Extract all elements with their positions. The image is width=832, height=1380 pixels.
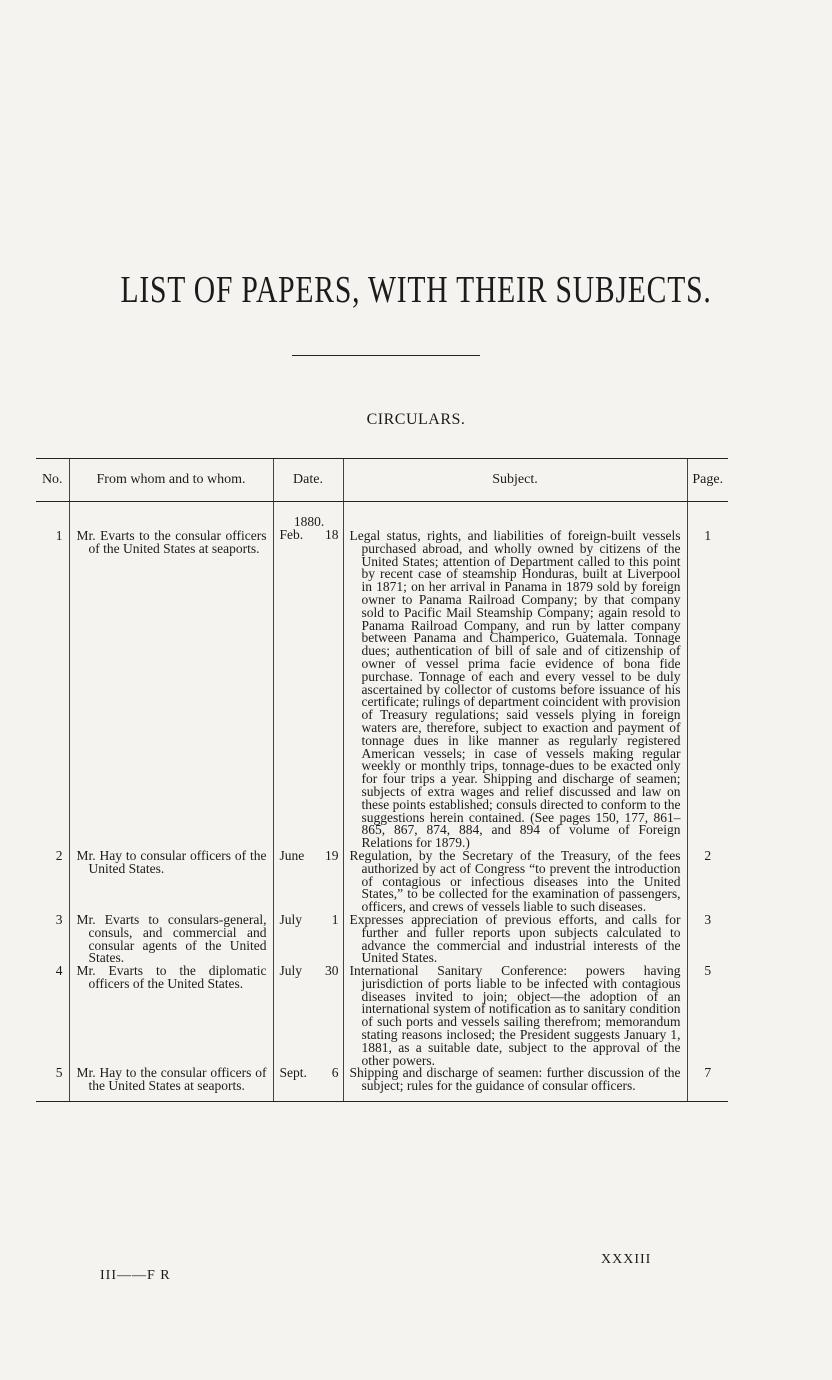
row-day: 6: [331, 1065, 339, 1081]
header-row: [36, 459, 728, 502]
table-row: [36, 516, 728, 850]
page-title: LIST OF PAPERS, WITH THEIR SUBJECTS.: [120, 269, 712, 311]
row-number: 2: [55, 847, 63, 863]
row-day: 30: [325, 963, 339, 979]
row-page: 3: [687, 914, 728, 965]
table-row: [36, 965, 728, 1067]
row-number: 4: [55, 963, 63, 979]
row-subject: International Sanitary Conference: powers having jurisdiction of ports liable to be infected with contagious diseases invited to join; object—the adoption of an international system of notification as to sanitary condition of such ports and vessels sailing therefrom; memorandum stating reasons inclosed; the President suggests January 1, 1881, as a suitable date, subject to the approval of the other powers.: [343, 965, 687, 1067]
row-month: June: [279, 847, 305, 863]
table-row: [36, 850, 728, 914]
table-row: [36, 914, 728, 965]
row-date: [273, 1067, 343, 1101]
row-from: Mr. Evarts to the consular officers of the United States at seaports.: [69, 516, 273, 850]
col-header-subject: Subject.: [343, 459, 687, 502]
title-rule: [292, 355, 480, 356]
col-header-no: No.: [36, 459, 69, 502]
col-header-page: Page.: [687, 459, 728, 502]
row-subject: Regulation, by the Secretary of the Treasury, of the fees authorized by act of Congress “to prevent the introduction of contagious or infectious diseases into the United States,” to be collected for the examination of passengers, officers, and crews of vessels liable to such diseases.: [343, 850, 687, 914]
row-date: [273, 516, 343, 850]
row-day: 19: [325, 847, 339, 863]
row-from: Mr. Hay to consular officers of the United States.: [69, 850, 273, 914]
row-month: Feb.: [279, 526, 304, 542]
row-number: 5: [36, 1067, 69, 1101]
row-page: 1: [687, 516, 728, 850]
row-date: [273, 911, 343, 965]
row-month: July: [279, 911, 303, 927]
row-date: [273, 847, 343, 914]
row-page: 5: [687, 965, 728, 1067]
col-header-date: Date.: [273, 459, 343, 502]
row-from: Mr. Evarts to the diplomatic officers of the United States.: [69, 965, 273, 1067]
row-subject: Expresses appreciation of previous efforts, and calls for further and fuller reports upon subjects calculated to advance the commercial and industrial interests of the United States.: [343, 914, 687, 965]
row-number: 3: [55, 911, 63, 927]
row-date: [273, 965, 343, 1067]
col-header-from: From whom and to whom.: [69, 459, 273, 502]
row-page: 2: [687, 850, 728, 914]
row-subject: Shipping and discharge of seamen: further discussion of the subject; rules for the guidance of consular officers.: [343, 1067, 687, 1101]
table-row: [36, 1067, 728, 1101]
row-day: 18: [325, 526, 339, 542]
row-month: July: [279, 963, 303, 979]
row-subject: Legal status, rights, and liabilities of foreign-built vessels purchased abroad, and wholly owned by citizens of the United States; attention of Department called to this point by recent case of steamship Honduras, built at Liverpool in 1871; on her arrival in Panama in 1879 sold by foreign owner to Panama Railroad Company; by that company sold to Pacific Mail Steamship Company; again resold to Panama Railroad Company, and run by latter company between Panama and Champerico, Guatemala. Tonnage dues; authentication of bill of sale and of citizenship of owner of vessel prima facie evidence of bona fide purchase. Tonnage of each and every vessel to be duly ascertained by collector of customs before issuance of his certificate; rulings of department coincident with provision of Treasury regulations; said vessels plying in foreign waters are, therefore, subject to exaction and payment of tonnage dues in like manner as regularly registered American vessels; in case of vessels making regular weekly or monthly trips, tonnage-dues to be exacted only for four trips a year. Shipping and discharge of seamen; subjects of extra wages and relief discussed and law on these points established; consuls directed to conform to the suggestions herein contained. (See pages 150, 177, 861–865, 867, 874, 884, and 894 of volume of Foreign Relations for 1879.): [343, 516, 687, 850]
row-from: Mr. Evarts to consulars-general, consuls, and commercial and consular agents of the United States.: [69, 914, 273, 965]
roman-page-number: XXXIII: [601, 1252, 652, 1267]
row-number: 1: [55, 528, 63, 543]
row-year: 1880.: [293, 514, 325, 529]
row-page: 7: [687, 1067, 728, 1101]
section-heading: CIRCULARS.: [366, 411, 466, 428]
row-month: Sept.: [279, 1065, 307, 1081]
row-from: Mr. Hay to the consular officers of the United States at seaports.: [69, 1067, 273, 1101]
papers-table: [36, 458, 728, 1102]
signature-mark: III——F R: [100, 1268, 171, 1283]
row-day: 1: [331, 911, 339, 927]
